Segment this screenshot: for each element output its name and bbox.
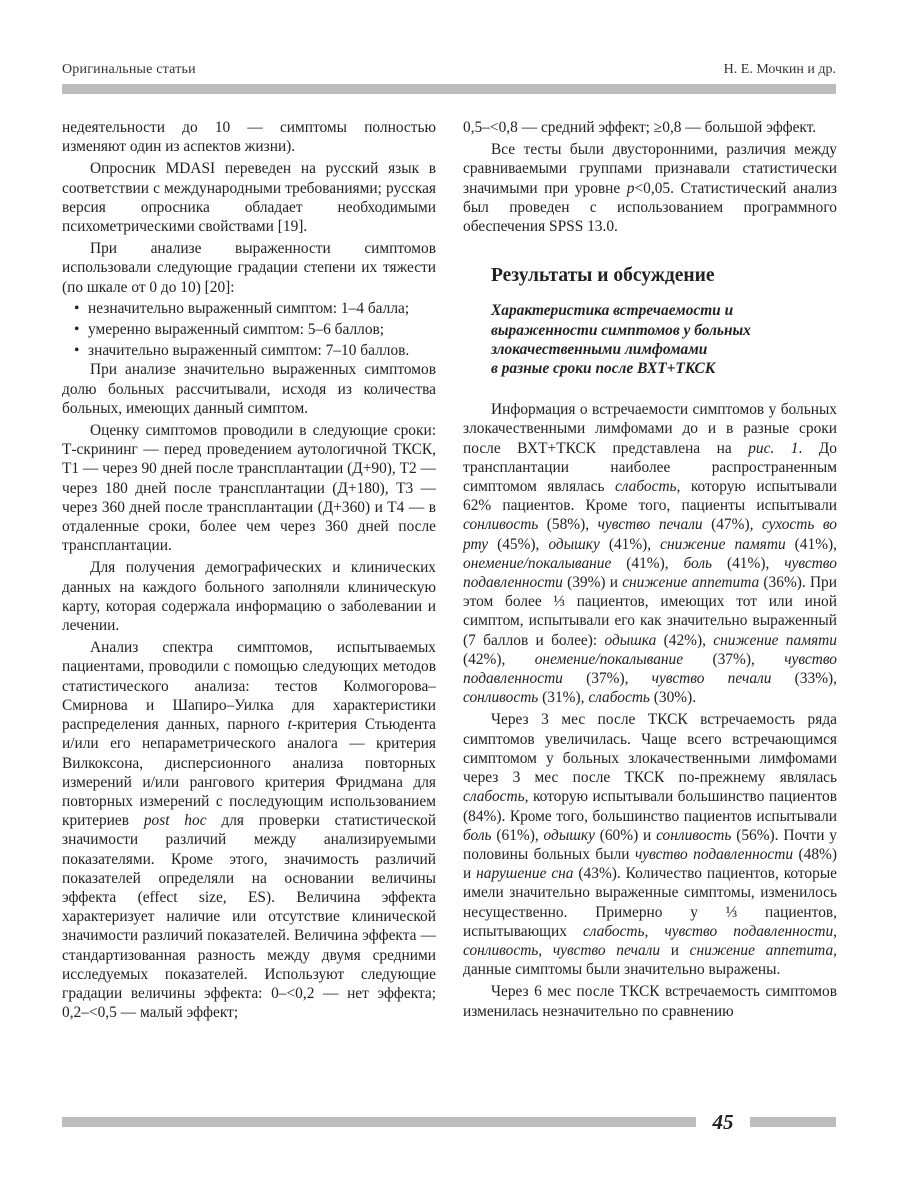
text-run-italic: чувство подавленности: [634, 845, 794, 863]
text-run-italic: сухость во рту: [463, 516, 838, 553]
paragraph: Для получения демографических и клинических данных на каждого больного заполняли клиническую карту, которая содержала информацию о заболевании и лечении.: [62, 559, 436, 635]
text-run: которую испытывали 62% пациентов. Кроме того, пациенты испытывали: [463, 478, 837, 515]
subsection-heading: [491, 301, 837, 378]
text-run: (42%),: [463, 650, 535, 668]
severity-list: [62, 299, 436, 361]
text-run: (41%),: [712, 554, 785, 572]
text-run: которую испытывали большинство пациентов (84%). Кроме того, большинство пациентов испытывали: [463, 788, 837, 825]
paragraph: недеятельности до 10 — симптомы полностью изменяют один из аспектов жизни).: [62, 119, 436, 156]
text-run: , данные симптомы были значительно выражены.: [463, 941, 838, 979]
text-run: (42%),: [656, 631, 714, 649]
text-run: и: [660, 941, 690, 959]
text-run-italic: чувство подавленности: [463, 554, 837, 592]
text-run-italic: снижение памяти: [660, 535, 786, 553]
section-heading: Результаты и обсуждение: [491, 265, 715, 287]
text-run: (56%). Почти у половины больных были: [463, 826, 837, 863]
text-run-italic: рис. 1: [748, 439, 799, 457]
list-item: • значительно выраженный симптом: 7–10 баллов.: [62, 341, 436, 360]
paragraph: При анализе выраженности симптомов использовали следующие градации степени их тяжести (по шкале от 0 до 10) [20]:: [62, 240, 436, 296]
paragraph: Опросник MDASI переведен на русский язык в соответствии с международными требованиями; русская версия опросника обладает необходимыми психометрическими свойствами [19].: [62, 160, 436, 236]
paragraph: 0,5–<0,8 — средний эффект; ≥0,8 — большой эффект.: [463, 119, 817, 136]
running-header: [62, 62, 836, 82]
text-run-italic: чувство печали: [651, 670, 772, 688]
text-run: для проверки статистической значимости различий между анализируемыми показателями. Кроме этого, значимость различий показателей определяли на основании величины эффекта (effect size, ES). Величина эффекта характеризует наличие или отсутствие клинической значимости различий показателей. Величина эффекта — стандартизованная разность между двумя средними исследуемых показателей. Используют следующие градации величины эффекта: 0–<0,2 — нет эффекта; 0,2–<0,5 — малый эффект;: [62, 812, 437, 1022]
text-run: Анализ спектра симптомов, испытываемых пациентами, проводили с помощью следующих методов статистического анализа: тестов Колмогорова–Смирнова и Шапиро–Уилка для характеристики распределения данных, парного: [62, 639, 436, 734]
text-run-italic: онемение/покалывание: [534, 650, 684, 668]
authors-label: Н. Е. Мочкин и др.: [723, 62, 836, 77]
text-run-italic: одышку: [543, 826, 595, 844]
left-column: [62, 118, 436, 1022]
subsection-line: в разные сроки после ВХТ+ТКСК: [491, 360, 716, 378]
text-run: (58%),: [538, 516, 598, 534]
subsection-line: злокачественными лимфомами: [491, 340, 708, 358]
text-run-italic: p: [626, 179, 635, 197]
list-item: • умеренно выраженный симптом: 5–6 баллов;: [62, 320, 436, 339]
text-run: (37%),: [562, 670, 652, 688]
text-run-italic: нарушение сна: [476, 865, 574, 883]
right-column: [463, 118, 837, 1021]
text-run-italic: снижение аппетита: [689, 941, 834, 959]
text-run: (60%) и: [594, 826, 657, 844]
text-run: Все тесты были двусторонними, различия между сравниваемыми группами признавали статистически значимыми при уровне: [463, 141, 837, 197]
text-run: (30%).: [649, 689, 697, 707]
text-run-italic: сонливость: [463, 689, 539, 707]
header-rule: [62, 84, 836, 94]
paragraph: Оценку симптомов проводили в следующие сроки: Т-скрининг — перед проведением аутологичной ТКСК, Т1 — через 90 дней после трансплантации (Д+90), Т2 — через 180 дней после трансплантации (Д+180), Т3 — через 360 дней после трансплантации (Д+360) и Т4 — в отдаленные сроки, более чем через 360 дней после трансплантации.: [62, 422, 436, 555]
text-run-italic: снижение аппетита: [622, 574, 760, 592]
text-run-italic: онемение/покалывание: [463, 554, 612, 572]
text-run: (43%). Количество пациентов, которые имели значительно выраженные симптомы, изменилось несущественно. Примерно у ⅓ пациентов, испытывающих: [463, 865, 837, 940]
text-run: Через 3 мес после ТКСК встречаемость ряда симптомов увеличилась. Чаще всего встречающимся симптомом у больных злокачественными лимфомами через 3 мес после ТКСК по-прежнему являлась: [463, 711, 837, 787]
text-run-italic: одышка: [604, 631, 657, 649]
text-run: <0,05. Статистический анализ был проведен с использованием программного обеспечения SPSS 13.0.: [463, 179, 837, 236]
text-run-italic: t: [287, 716, 292, 734]
text-run: . До трансплантации наиболее распространенным симптомом являлась: [463, 439, 838, 496]
subsection-line: выраженности симптомов у больных: [491, 321, 751, 339]
text-run-italic: снижение памяти: [713, 631, 837, 649]
text-run: Информация о встречаемости симптомов у больных злокачественными лимфомами до и в разные сроки после ВХТ+ТКСК представлена на: [463, 401, 837, 457]
text-run-italic: одышку: [548, 535, 600, 553]
text-run: (47%),: [702, 516, 762, 534]
text-run-italic: боль: [463, 826, 492, 844]
page-number: 45: [696, 1107, 750, 1137]
text-run-italic: слабость,: [463, 788, 529, 806]
text-run: (36%). При этом более ⅓ пациентов, имеющих тот или иной симптом, испытывали его как значительно выраженный (7 баллов и более):: [463, 574, 837, 649]
paragraph: [463, 140, 837, 236]
section-label: Оригинальные статьи: [62, 62, 196, 77]
paragraph: [62, 638, 436, 1022]
text-run-italic: чувство подавленности: [463, 650, 837, 688]
text-run-italic: боль: [683, 554, 713, 572]
text-run-italic: post hoc: [143, 812, 207, 830]
paragraph: [463, 710, 837, 979]
text-run: (45%),: [488, 535, 549, 553]
text-run: (41%),: [785, 535, 837, 553]
text-run: (61%),: [491, 826, 544, 844]
text-run-italic: сонливость: [656, 826, 732, 844]
text-run: (48%) и: [463, 845, 837, 883]
subsection-line: Характеристика встречаемости и: [491, 302, 734, 320]
text-run: (41%),: [611, 554, 684, 572]
text-run: (39%) и: [562, 574, 623, 592]
paragraph: При анализе значительно выраженных симптомов долю больных рассчитывали, исходя из количества больных, имеющих данный симптом.: [62, 361, 436, 417]
text-run-italic: чувство печали: [597, 516, 703, 534]
text-run-italic: слабость: [588, 689, 650, 707]
paragraph: Через 6 мес после ТКСК встречаемость симптомов изменилась незначительно по сравнению: [463, 983, 837, 1020]
text-run-italic: слабость, чувство подавленности, сонливость, чувство печали: [463, 922, 837, 959]
text-run: (41%),: [599, 535, 661, 553]
text-run: (31%),: [538, 689, 589, 707]
paragraph: [463, 400, 837, 707]
text-run-italic: сонливость: [463, 516, 539, 534]
text-run-italic: слабость,: [614, 478, 681, 496]
text-run: (37%),: [683, 650, 785, 668]
list-item: • незначительно выраженный симптом: 1–4 балла;: [62, 299, 436, 318]
text-run: (33%),: [771, 670, 837, 688]
text-run: -критерия Стьюдента и/или его непараметрического аналога — критерия Вилкоксона, дисперсионного анализа повторных измерений и/или рангового критерия Фридмана для повторных измерений с последующим использованием критериев: [62, 716, 436, 830]
